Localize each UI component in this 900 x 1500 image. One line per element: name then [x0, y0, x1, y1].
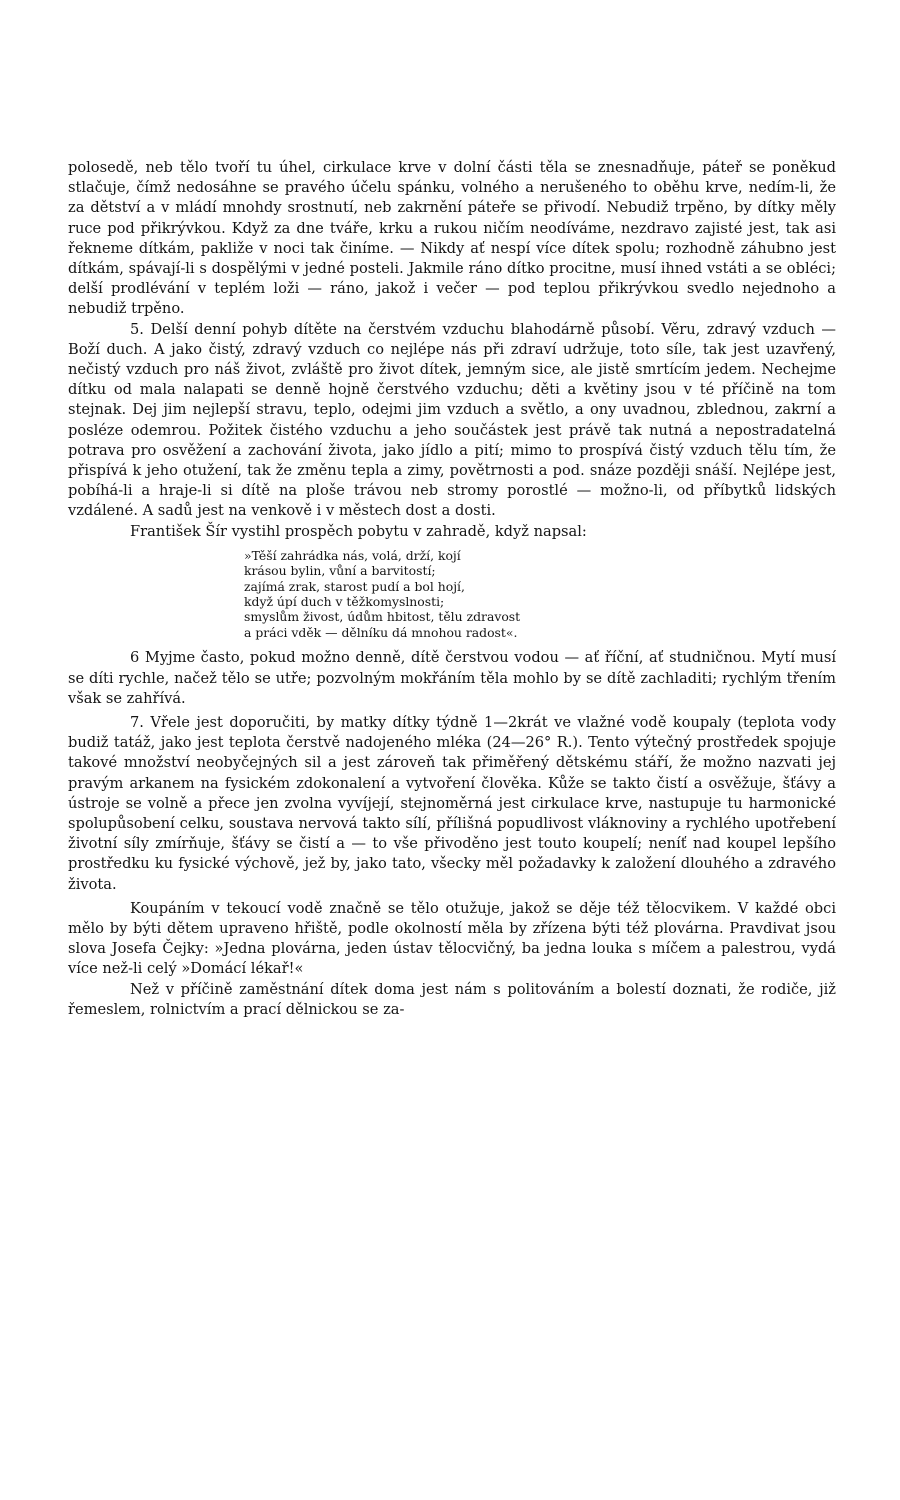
poem-line: zajímá zrak, starost pudí a bol hojí,	[244, 578, 465, 594]
poem-line: krásou bylin, vůní a barvitostí;	[244, 563, 436, 579]
poem-quote	[244, 548, 836, 640]
poem-line: když úpí duch v těžkomyslnosti;	[244, 594, 445, 610]
paragraph-washing: 6 Myjme často, pokud možno denně, dítě čerstvou vodou — ať říční, ať studničnou. Mytí musí se díti rychle, načež tělo se utře; pozvolným mokřáním těla mohlo by se dítě zachladiti; rychlým třením však se zahřívá.	[68, 649, 836, 707]
paragraph-sir-quote-intro: František Šír vystihl prospěch pobytu v zahradě, když napsal:	[130, 522, 587, 540]
document-page	[68, 158, 836, 1020]
paragraph-fresh-air: 5. Delší denní pohyb dítěte na čerstvém vzduchu blahodárně působí. Věru, zdravý vzduch — Boží duch. A jako čistý, zdravý vzduch co nejlépe nás při zdraví udržuje, toto síle, tak jest uzavřený, nečistý vzduch pro náš život, zvláště pro život dítek, jemným sice, ale jistě smrtícím jedem. Nechejme dítku od mala nalapati se denně hojně čerstvého vzduchu; děti a květiny jsou v té příčině na tom stejnak. Dej jim nejlepší stravu, teplo, odejmi jim vzduch a světlo, a ony uvadnou, zblednou, zakrní a posléze odemrou. Požitek čistého vzduchu a jeho součástek jest právě tak nutná a nepostradatelná potrava pro osvěžení a zachování života, jako jídlo a pití; mimo to prospívá čistý vzduch tělu tím, že přispívá k jeho otužení, tak že změnu tepla a zimy, povětrnosti a pod. snáze později snáší. Nejlépe jest, pobíhá-li a hraje-li si dítě na ploše trávou neb stromy porostlé — možno-li, od příbytků lidských vzdálené. A sadů jest na venkově i v městech dost a dosti.	[68, 320, 836, 520]
paragraph-river-bathing: Koupáním v tekoucí vodě značně se tělo otužuje, jakož se děje též tělocvikem. V každé obci mělo by býti dětem upraveno hřiště, podle okolností měla by zřízena býti též plovárna. Pravdivat jsou slova Josefa Čejky: »Jedna plovárna, jeden ústav tělocvičný, ba jedna louka s míčem a palestrou, vydá více než-li celý »Domácí lékař!«	[68, 899, 836, 978]
poem-line: »Těší zahrádka nás, volá, drží, kojí	[244, 547, 461, 563]
poem-line: smyslům živost, údům hbitost, tělu zdravost	[244, 609, 521, 625]
paragraph-bathing: 7. Vřele jest doporučiti, by matky dítky týdně 1—2krát ve vlažné vodě koupaly (teplota vody budiž tatáž, jako jest teplota čerstvě nadojeného mléka (24—26° R.). Tento výtečný prostředek spojuje takové množství neobyčejných sil a jest zároveň tak přiměřený dětskému stáří, že možno nazvati jej pravým arkanem na fysickém zdokonalení a vytvoření člověka. Kůže se takto čistí a osvěžuje, šťávy a ústroje se volně a přece jen zvolna vyvíjejí, stejnoměrná jest cirkulace krve, nastupuje tu harmonické spolupůsobení celku, soustava nervová takto sílí, přílišná popudlivost vláknoviny a rychlého upotřebení životní síly zmírňuje, šťávy se čistí a — to vše přivoděno jest touto koupelí; neníť nad koupel lepšího prostředku ku fysické výchově, jež by, jako tato, všecky měl požadavky k založení dlouhého a zdravého života.	[68, 713, 836, 893]
paragraph-sleep-posture: polosedě, neb tělo tvoří tu úhel, cirkulace krve v dolní části těla se znesnadňuje, páteř se poněkud stlačuje, čímž nedosáhne se pravého účelu spánku, volného a nerušeného to oběhu krve, nedím-li, že za dětství a v mládí mnohdy srostnutí, neb zakrnění páteře se přivodí. Nebudiž trpěno, by dítky měly ruce pod přikrývkou. Když za dne tváře, krku a rukou ničím neodíváme, nezdravo zajisté jest, tak asi řekneme dítkám, pakliže v noci tak činíme. — Nikdy ať nespí více dítek spolu; rozhodně záhubno jest dítkám, spávají-li s dospělými v jedné posteli. Jakmile ráno dítko procitne, musí ihned vstáti a se obléci; delší prodlévání v teplém loži — ráno, jakož i večer — pod teplou přikrývkou svedlo nejednoho a nebudiž trpěno.	[68, 159, 836, 318]
paragraph-child-work: Než v příčině zaměstnání dítek doma jest nám s politováním a bolestí doznati, že rodiče, již řemeslem, rolnictvím a prací dělnickou se za-	[68, 980, 836, 1018]
poem-line: a práci vděk — dělníku dá mnohou radost«.	[244, 624, 518, 640]
